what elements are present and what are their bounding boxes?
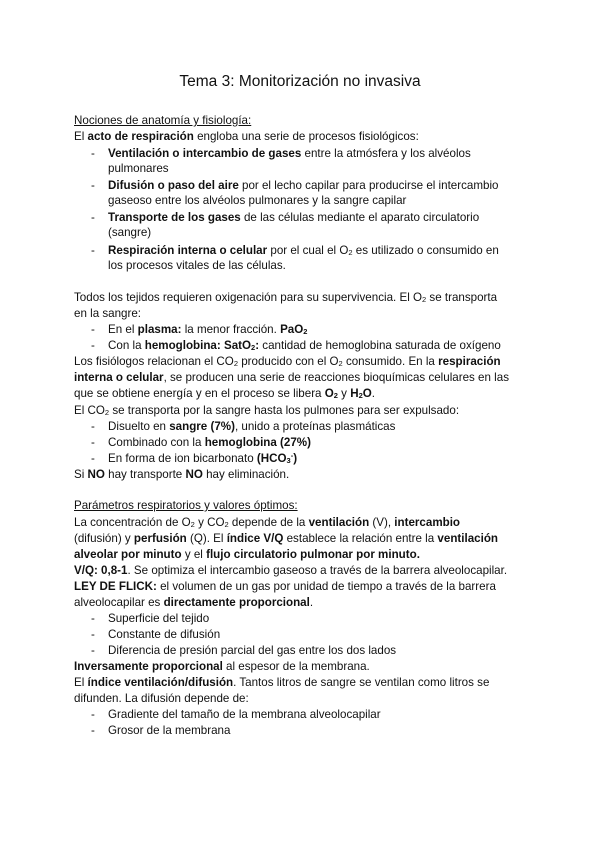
list-bullet: - [91, 339, 95, 352]
list-item: Transporte de los gases de las células mediante el aparato circulatorio (sangre) [108, 211, 480, 240]
list-item: Superficie del tejido [108, 612, 210, 625]
paragraph-line: Inversamente proporcional al espesor de la membrana. [74, 660, 370, 673]
paragraph-line: Los fisiólogos relacionan el $CO_2$ producido con el $O_2$ consumido. En la respiración [74, 355, 501, 368]
list-bullet: - [91, 436, 95, 449]
list-bullet: - [91, 628, 95, 641]
list-item: Difusión o paso del aire por el lecho capilar para producirse el intercambio gaseoso entre los alvéolos pulmonares y la sangre capilar [108, 179, 499, 208]
list-bullet: - [91, 644, 95, 657]
list-bullet: - [91, 179, 95, 192]
list-item: Constante de difusión [108, 628, 221, 641]
paragraph-line: en la sangre: [74, 307, 142, 320]
paragraph-line: Todos los tejidos requieren oxigenación para su supervivencia. El $O_2$ se transporta [74, 291, 498, 304]
paragraph-line: Si NO hay transporte NO hay eliminación. [74, 468, 290, 481]
paragraph-line: alveolar por minuto y el flujo circulatorio pulmonar por minuto. [74, 548, 420, 561]
list-item: Diferencia de presión parcial del gas entre los dos lados [108, 644, 397, 657]
paragraph-line: V/Q: 0,8-1. Se optimiza el intercambio gaseoso a través de la barrera alveolocapilar. [74, 564, 508, 577]
paragraph-line: difunden. La difusión depende de: [74, 692, 249, 705]
list-bullet: - [91, 708, 95, 721]
paragraph-line: La concentración de $O_2$ y $CO_2$ depende de la ventilación (V), intercambio [74, 516, 461, 529]
list-bullet: - [91, 211, 95, 224]
list-bullet: - [91, 452, 95, 465]
section-heading-anatomy: Nociones de anatomía y fisiología: [74, 114, 252, 127]
section-heading-parameters: Parámetros respiratorios y valores óptimos: [74, 499, 298, 512]
page-title: Tema 3: Monitorización no invasiva [179, 73, 421, 90]
paragraph-line: que se obtiene energía y en el proceso se libera $O_2$ y $H_2O$. [74, 387, 375, 400]
list-item: Respiración interna o celular por el cual el $O_2$ es utilizado o consumido en los procesos vitales de las células. [108, 244, 499, 273]
list-bullet: - [91, 724, 95, 737]
list-item: Ventilación o intercambio de gases entre la atmósfera y los alvéolos pulmonares [108, 147, 471, 176]
list-item: En forma de ion bicarbonato $(HCO_3^-)$ [108, 451, 298, 465]
list-item: Combinado con la hemoglobina (27%) [108, 436, 311, 449]
paragraph-line: El índice ventilación/difusión. Tantos litros de sangre se ventilan como litros se [74, 676, 490, 689]
list-item: Grosor de la membrana [108, 724, 231, 737]
paragraph-line: LEY DE FLICK: el volumen de un gas por unidad de tiempo a través de la barrera [74, 580, 496, 593]
paragraph-line: El $CO_2$ se transporta por la sangre hasta los pulmones para ser expulsado: [74, 404, 460, 417]
list-item: En el plasma: la menor fracción. PaO$_2$ [108, 323, 308, 336]
paragraph-line: alveolocapilar es directamente proporcional. [74, 596, 314, 609]
list-bullet: - [91, 420, 95, 433]
list-bullet: - [91, 612, 95, 625]
paragraph-line: interna o celular, se producen una serie de reacciones bioquímicas celulares en las [74, 371, 509, 384]
paragraph-line: El acto de respiración engloba una serie de procesos fisiológicos: [74, 130, 419, 143]
list-item: Con la hemoglobina: SatO$_2$: cantidad de hemoglobina saturada de oxígeno [108, 339, 501, 352]
list-bullet: - [91, 147, 95, 160]
list-bullet: - [91, 323, 95, 336]
list-item: Gradiente del tamaño de la membrana alveolocapilar [108, 708, 381, 721]
list-bullet: - [91, 244, 95, 257]
list-item: Disuelto en sangre (7%), unido a proteínas plasmáticas [108, 420, 396, 433]
paragraph-line: (difusión) y perfusión (Q). El índice V/Q establece la relación entre la ventilación [74, 532, 498, 545]
